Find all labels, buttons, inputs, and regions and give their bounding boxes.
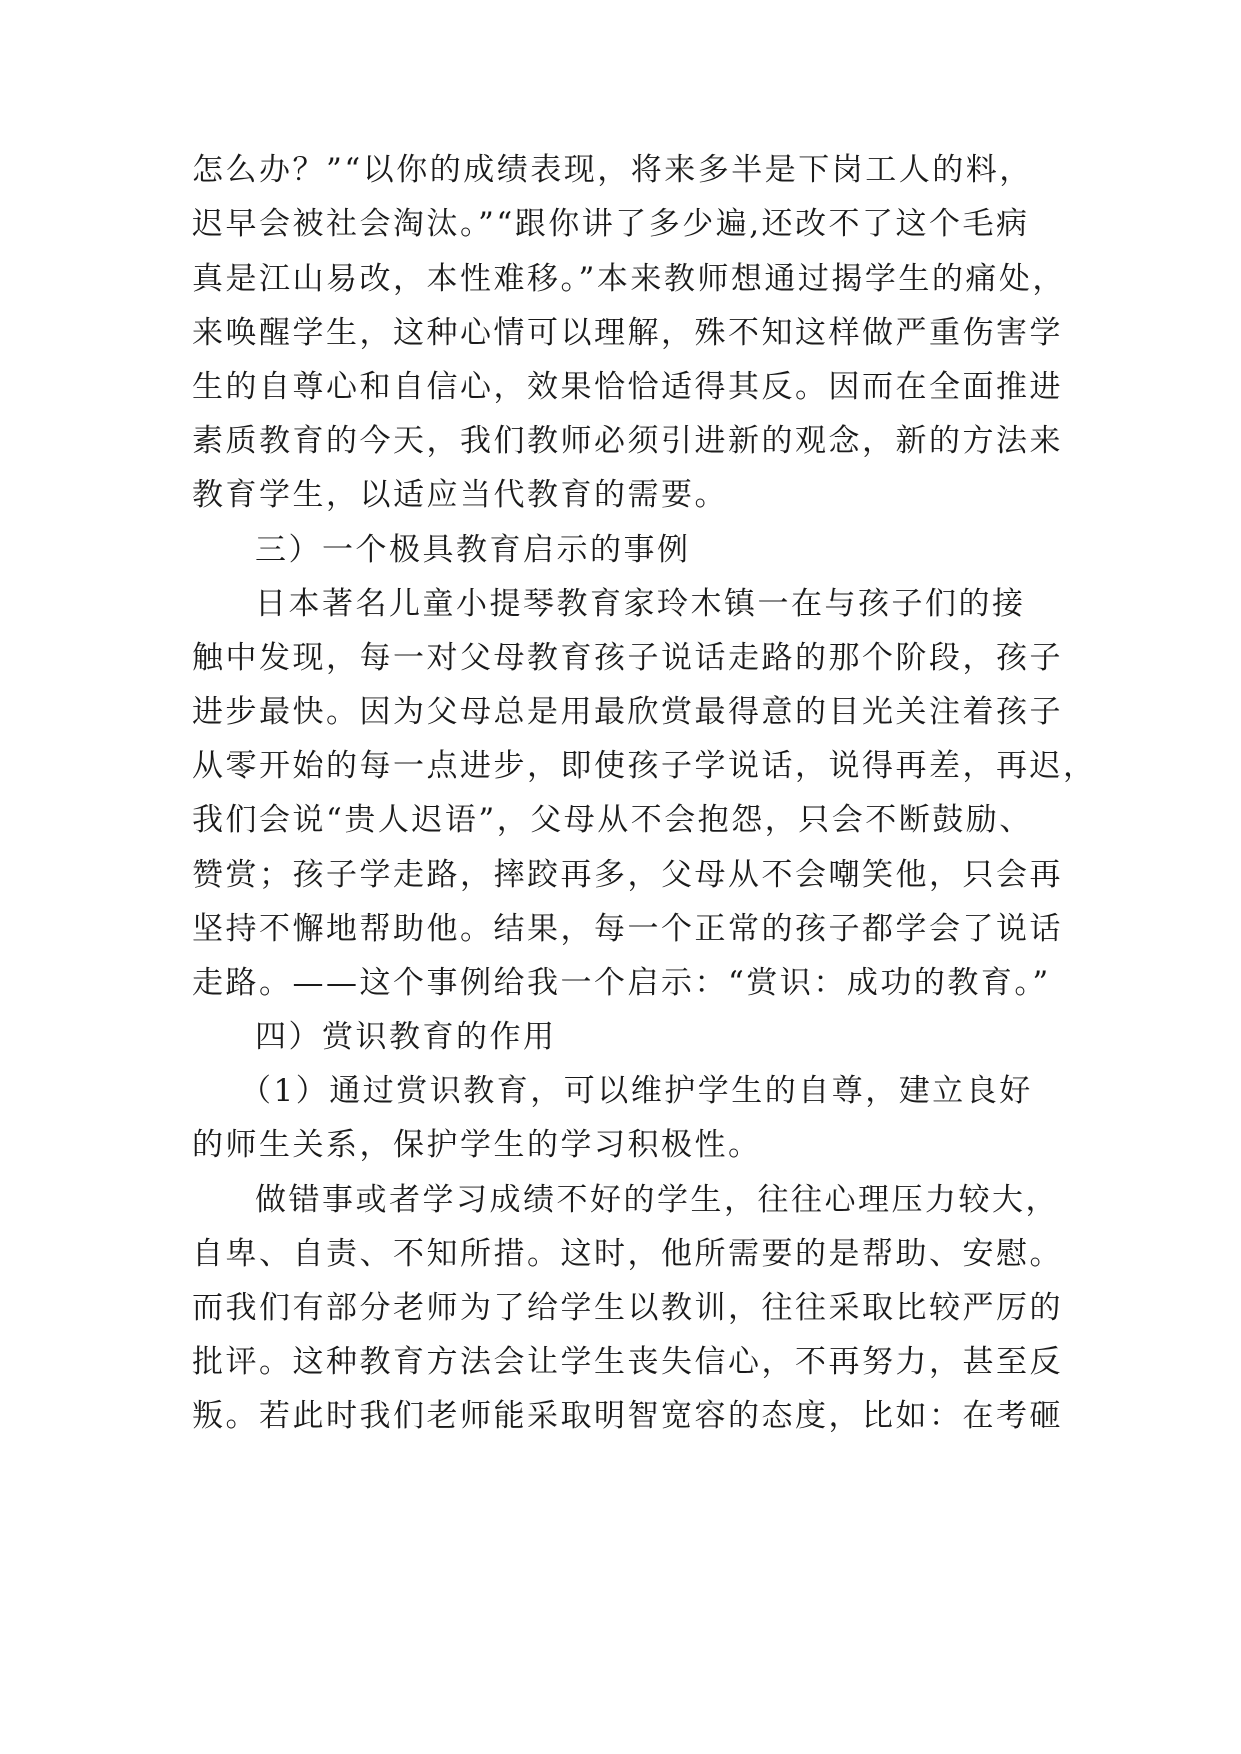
text-line: 生的自尊心和自信心，效果恰恰适得其反。因而在全面推进 bbox=[192, 369, 1063, 405]
section-heading: 四）赏识教育的作用 bbox=[255, 1019, 557, 1055]
text-line: 批评。这种教育方法会让学生丧失信心，不再努力，甚至反 bbox=[192, 1344, 1063, 1380]
text-line: 而我们有部分老师为了给学生以教训，往往采取比较严厉的 bbox=[192, 1290, 1063, 1326]
text-line: 进步最快。因为父母总是用最欣赏最得意的目光关注着孩子 bbox=[192, 694, 1063, 730]
text-line: 教育学生，以适应当代教育的需要。 bbox=[192, 477, 728, 513]
text-line: 真是江山易改，本性难移。”本来教师想通过揭学生的痛处， bbox=[192, 261, 1066, 297]
section-heading: 三）一个极具教育启示的事例 bbox=[255, 532, 691, 568]
text-line: 走路。——这个事例给我一个启示：“赏识：成功的教育。” bbox=[192, 965, 1051, 1001]
text-line: 从零开始的每一点进步，即使孩子学说话，说得再差，再迟， bbox=[192, 748, 1097, 784]
text-line: 叛。若此时我们老师能采取明智宽容的态度，比如：在考砸 bbox=[192, 1398, 1063, 1434]
text-line: 日本著名儿童小提琴教育家玲木镇一在与孩子们的接 bbox=[255, 586, 1026, 622]
text-line: 迟早会被社会淘汰。”“跟你讲了多少遍,还改不了这个毛病 bbox=[192, 206, 1030, 242]
text-line: 怎么办？”“以你的成绩表现，将来多半是下岗工人的料， bbox=[192, 152, 1033, 188]
text-line: （1）通过赏识教育，可以维护学生的自尊，建立良好 bbox=[240, 1073, 1033, 1109]
text-line: 做错事或者学习成绩不好的学生，往往心理压力较大， bbox=[255, 1182, 1059, 1218]
text-line: 来唤醒学生，这种心情可以理解，殊不知这样做严重伤害学 bbox=[192, 315, 1063, 351]
text-line: 素质教育的今天，我们教师必须引进新的观念，新的方法来 bbox=[192, 423, 1063, 459]
text-line: 坚持不懈地帮助他。结果，每一个正常的孩子都学会了说话 bbox=[192, 911, 1063, 947]
text-line: 我们会说“贵人迟语”，父母从不会抱怨，只会不断鼓励、 bbox=[192, 802, 1033, 838]
text-line: 赞赏；孩子学走路，摔跤再多，父母从不会嘲笑他，只会再 bbox=[192, 857, 1063, 893]
text-line: 触中发现，每一对父母教育孩子说话走路的那个阶段，孩子 bbox=[192, 640, 1063, 676]
text-line: 自卑、自责、不知所措。这时，他所需要的是帮助、安慰。 bbox=[192, 1236, 1063, 1272]
text-line: 的师生关系，保护学生的学习积极性。 bbox=[192, 1127, 762, 1163]
